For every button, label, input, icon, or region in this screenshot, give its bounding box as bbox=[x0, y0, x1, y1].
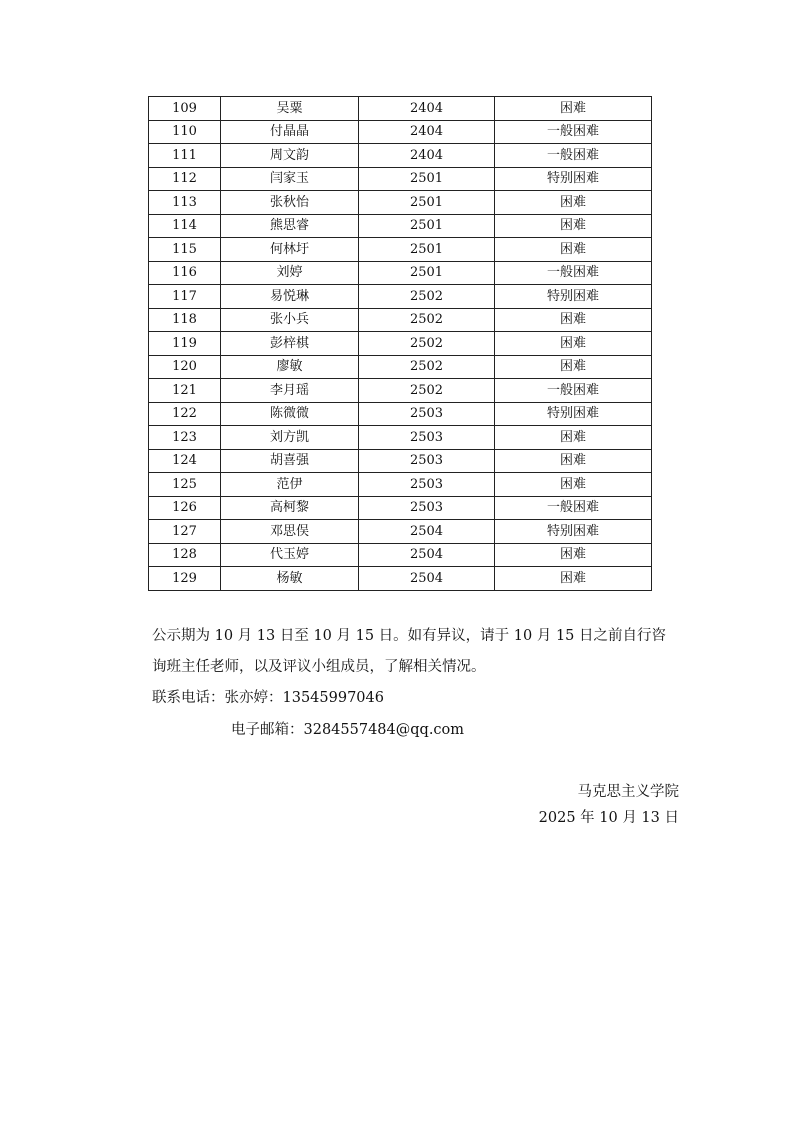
table-row bbox=[149, 402, 652, 426]
cell-name: 杨敏 bbox=[221, 567, 359, 591]
contact-phone: 联系电话：张亦婷：13545997046 bbox=[152, 690, 384, 706]
table-row bbox=[149, 496, 652, 520]
cell-level: 一般困难 bbox=[495, 379, 652, 403]
cell-level: 特别困难 bbox=[495, 402, 652, 426]
notice-line-2: 询班主任老师，以及评议小组成员，了解相关情况。 bbox=[152, 659, 486, 675]
cell-name: 张小兵 bbox=[221, 308, 359, 332]
cell-class: 2502 bbox=[359, 285, 495, 309]
cell-number: 109 bbox=[149, 97, 221, 121]
cell-level: 困难 bbox=[495, 97, 652, 121]
cell-number: 123 bbox=[149, 426, 221, 450]
table-row bbox=[149, 285, 652, 309]
cell-class: 2504 bbox=[359, 567, 495, 591]
cell-level: 一般困难 bbox=[495, 261, 652, 285]
cell-name: 胡喜强 bbox=[221, 449, 359, 473]
cell-name: 廖敏 bbox=[221, 355, 359, 379]
cell-class: 2503 bbox=[359, 473, 495, 497]
cell-level: 困难 bbox=[495, 473, 652, 497]
cell-class: 2404 bbox=[359, 144, 495, 168]
cell-name: 刘方凯 bbox=[221, 426, 359, 450]
table-row bbox=[149, 520, 652, 544]
cell-level: 困难 bbox=[495, 332, 652, 356]
cell-class: 2501 bbox=[359, 191, 495, 215]
cell-name: 付晶晶 bbox=[221, 120, 359, 144]
cell-number: 122 bbox=[149, 402, 221, 426]
cell-level: 困难 bbox=[495, 308, 652, 332]
cell-class: 2501 bbox=[359, 261, 495, 285]
cell-number: 119 bbox=[149, 332, 221, 356]
cell-class: 2503 bbox=[359, 449, 495, 473]
cell-number: 117 bbox=[149, 285, 221, 309]
cell-class: 2502 bbox=[359, 355, 495, 379]
cell-level: 一般困难 bbox=[495, 496, 652, 520]
cell-class: 2502 bbox=[359, 379, 495, 403]
cell-level: 一般困难 bbox=[495, 120, 652, 144]
cell-number: 115 bbox=[149, 238, 221, 262]
table-row bbox=[149, 332, 652, 356]
cell-number: 129 bbox=[149, 567, 221, 591]
cell-name: 易悦琳 bbox=[221, 285, 359, 309]
cell-name: 代玉婷 bbox=[221, 543, 359, 567]
cell-class: 2501 bbox=[359, 214, 495, 238]
table-row bbox=[149, 261, 652, 285]
cell-name: 陈微微 bbox=[221, 402, 359, 426]
cell-number: 125 bbox=[149, 473, 221, 497]
cell-level: 困难 bbox=[495, 543, 652, 567]
table-row bbox=[149, 144, 652, 168]
table-row bbox=[149, 355, 652, 379]
table-row bbox=[149, 238, 652, 262]
table-row bbox=[149, 120, 652, 144]
cell-number: 120 bbox=[149, 355, 221, 379]
signature-date: 2025 年 10 月 13 日 bbox=[538, 810, 679, 826]
cell-class: 2502 bbox=[359, 308, 495, 332]
cell-number: 126 bbox=[149, 496, 221, 520]
cell-level: 困难 bbox=[495, 449, 652, 473]
notice-line-1: 公示期为 10 月 13 日至 10 月 15 日。如有异议，请于 10 月 15 日之前自行咨 bbox=[152, 628, 667, 644]
cell-level: 困难 bbox=[495, 567, 652, 591]
contact-email: 电子邮箱：3284557484@qq.com bbox=[231, 722, 465, 738]
cell-name: 周文韵 bbox=[221, 144, 359, 168]
cell-name: 范伊 bbox=[221, 473, 359, 497]
cell-level: 困难 bbox=[495, 191, 652, 215]
table-row bbox=[149, 567, 652, 591]
table-row bbox=[149, 191, 652, 215]
table-row bbox=[149, 308, 652, 332]
cell-name: 吴粟 bbox=[221, 97, 359, 121]
cell-name: 张秋怡 bbox=[221, 191, 359, 215]
table-row bbox=[149, 473, 652, 497]
cell-number: 111 bbox=[149, 144, 221, 168]
table-row bbox=[149, 426, 652, 450]
cell-level: 困难 bbox=[495, 238, 652, 262]
cell-name: 高柯黎 bbox=[221, 496, 359, 520]
cell-name: 李月瑶 bbox=[221, 379, 359, 403]
table-row bbox=[149, 379, 652, 403]
cell-name: 刘婷 bbox=[221, 261, 359, 285]
cell-level: 特别困难 bbox=[495, 520, 652, 544]
cell-number: 127 bbox=[149, 520, 221, 544]
cell-class: 2502 bbox=[359, 332, 495, 356]
cell-class: 2504 bbox=[359, 543, 495, 567]
cell-number: 114 bbox=[149, 214, 221, 238]
cell-name: 熊思睿 bbox=[221, 214, 359, 238]
table-row bbox=[149, 167, 652, 191]
cell-class: 2504 bbox=[359, 520, 495, 544]
cell-class: 2501 bbox=[359, 238, 495, 262]
table-row bbox=[149, 543, 652, 567]
cell-name: 邓思俣 bbox=[221, 520, 359, 544]
table-row bbox=[149, 214, 652, 238]
student-table-body bbox=[149, 97, 652, 591]
cell-number: 128 bbox=[149, 543, 221, 567]
cell-class: 2503 bbox=[359, 402, 495, 426]
cell-number: 113 bbox=[149, 191, 221, 215]
signature-org: 马克思主义学院 bbox=[577, 784, 679, 800]
cell-number: 118 bbox=[149, 308, 221, 332]
cell-level: 特别困难 bbox=[495, 167, 652, 191]
cell-class: 2501 bbox=[359, 167, 495, 191]
cell-class: 2404 bbox=[359, 120, 495, 144]
cell-number: 124 bbox=[149, 449, 221, 473]
cell-number: 112 bbox=[149, 167, 221, 191]
cell-number: 121 bbox=[149, 379, 221, 403]
student-table bbox=[148, 96, 652, 591]
cell-level: 特别困难 bbox=[495, 285, 652, 309]
cell-name: 彭梓棋 bbox=[221, 332, 359, 356]
cell-number: 116 bbox=[149, 261, 221, 285]
cell-level: 困难 bbox=[495, 214, 652, 238]
cell-number: 110 bbox=[149, 120, 221, 144]
cell-class: 2503 bbox=[359, 426, 495, 450]
cell-class: 2404 bbox=[359, 97, 495, 121]
cell-level: 一般困难 bbox=[495, 144, 652, 168]
cell-level: 困难 bbox=[495, 355, 652, 379]
cell-level: 困难 bbox=[495, 426, 652, 450]
table-row bbox=[149, 97, 652, 121]
table-row bbox=[149, 449, 652, 473]
cell-name: 何林圩 bbox=[221, 238, 359, 262]
cell-class: 2503 bbox=[359, 496, 495, 520]
cell-name: 闫家玉 bbox=[221, 167, 359, 191]
